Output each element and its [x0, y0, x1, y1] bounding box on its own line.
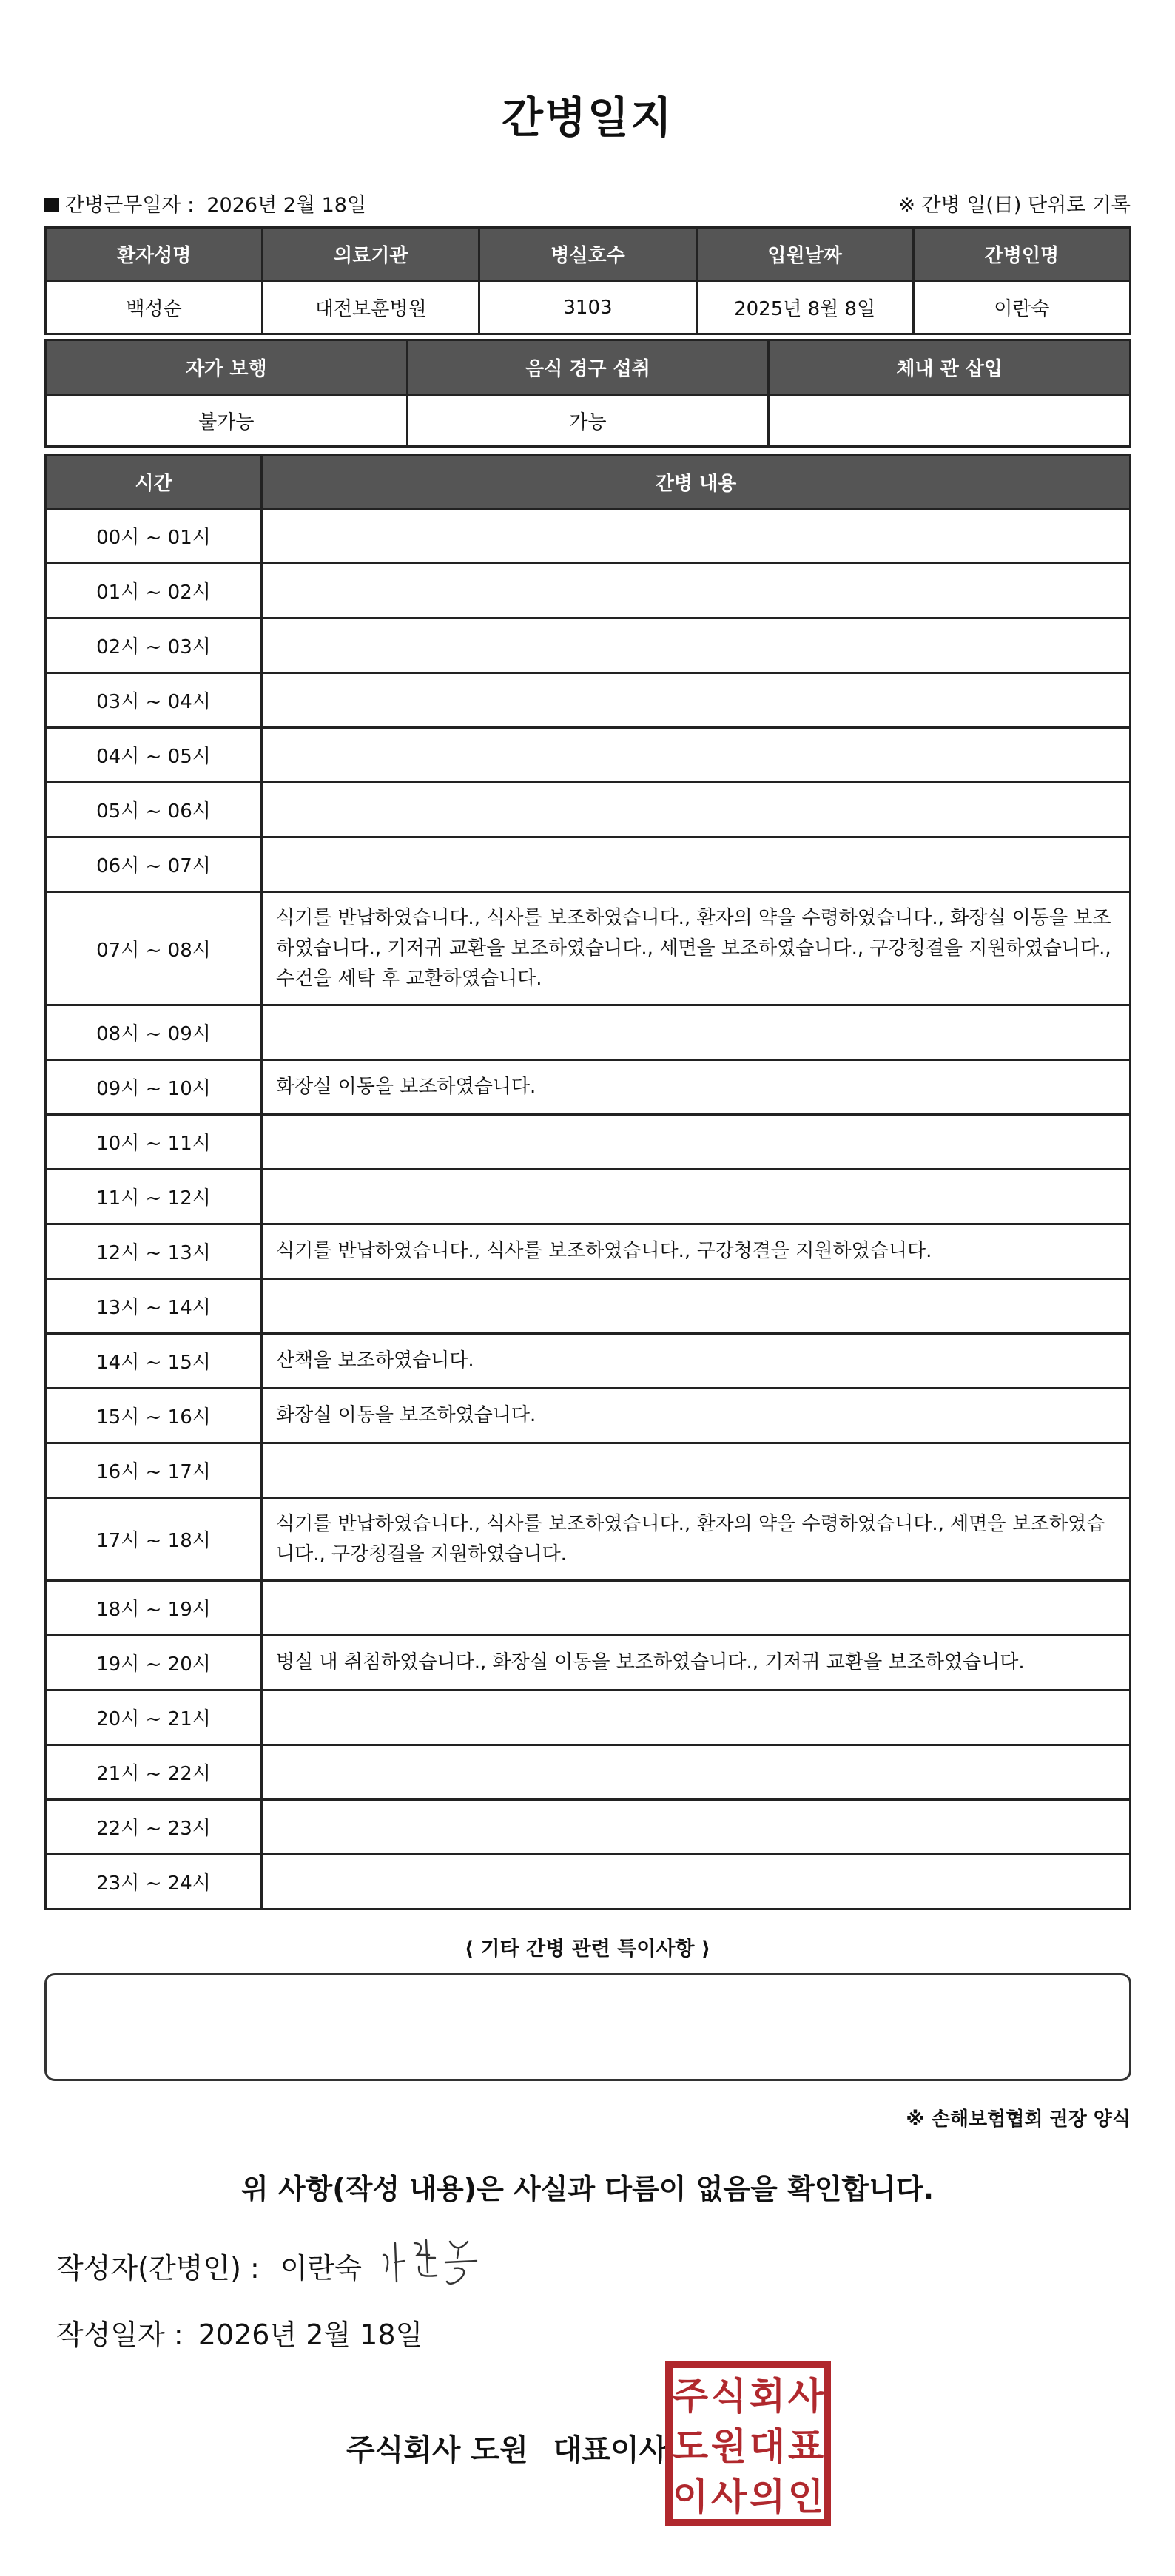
notes-title: ⟨ 기타 간병 관련 특이사항 ⟩ [464, 1938, 711, 1960]
table-row [46, 1389, 1131, 1443]
time-slot: 15시 ~ 16시 [46, 1389, 262, 1443]
write-date-label: 작성일자 : [56, 2319, 184, 2351]
time-slot: 10시 ~ 11시 [46, 1115, 262, 1170]
work-date-label: 간병근무일자 [65, 194, 181, 217]
table-row [46, 1745, 1131, 1800]
oral-intake-value: 가능 [407, 395, 769, 447]
table-row [46, 892, 1131, 1005]
time-slot: 04시 ~ 05시 [46, 728, 262, 783]
time-slot: 20시 ~ 21시 [46, 1690, 262, 1745]
care-content: 산책을 보조하였습니다. [262, 1334, 1131, 1389]
seal-char: 회 [749, 2375, 786, 2418]
care-content [262, 1690, 1131, 1745]
time-slot: 23시 ~ 24시 [46, 1855, 262, 1909]
header-room-number: 병실호수 [479, 228, 696, 281]
company-title: 대표이사 [553, 2433, 668, 2467]
seal-char: 표 [787, 2425, 824, 2468]
care-content [262, 1279, 1131, 1334]
care-content: 병실 내 취침하였습니다., 화장실 이동을 보조하였습니다., 기저귀 교환을 보조하였습니다. [262, 1636, 1131, 1690]
table-row [46, 1855, 1131, 1909]
time-slot: 07시 ~ 08시 [46, 892, 262, 1005]
header-tube-insertion: 체내 관 삽입 [769, 340, 1131, 395]
admission-date: 2025년 8월 8일 [696, 281, 913, 334]
table-row [46, 1005, 1131, 1060]
care-content [262, 1855, 1131, 1909]
hospital-name: 대전보훈병원 [263, 281, 479, 334]
patient-status-table [44, 339, 1131, 448]
time-slot: 13시 ~ 14시 [46, 1279, 262, 1334]
self-walking-value: 불가능 [46, 395, 408, 447]
signature-image [377, 2233, 496, 2292]
care-content [262, 618, 1131, 673]
time-slot: 03시 ~ 04시 [46, 673, 262, 728]
table-row [46, 1498, 1131, 1581]
care-content: 식기를 반납하였습니다., 식사를 보조하였습니다., 환자의 약을 수령하였습니다., 화장실 이동을 보조하였습니다., 기저귀 교환을 보조하였습니다., 세면을 보조하였습니다., 구강청결을 지원하였습니다., 수건을 세탁 후 교환하였습니다. [262, 892, 1131, 1005]
table-row [46, 728, 1131, 783]
confirmation-statement: 위 사항(작성 내용)은 사실과 다름이 없음을 확인합니다. [240, 2173, 935, 2205]
square-bullet-icon [44, 198, 59, 212]
care-content: 화장실 이동을 보조하였습니다. [262, 1060, 1131, 1115]
seal-char: 원 [710, 2425, 747, 2468]
header-admission-date: 입원날짜 [696, 228, 913, 281]
seal-char: 사 [710, 2475, 747, 2518]
table-row [46, 1443, 1131, 1498]
care-content [262, 564, 1131, 618]
table-row [46, 618, 1131, 673]
table-row [46, 1279, 1131, 1334]
time-slot: 01시 ~ 02시 [46, 564, 262, 618]
table-row [46, 564, 1131, 618]
care-content [262, 1745, 1131, 1800]
unit-note: ※ 간병 일(日) 단위로 기록 [898, 194, 1131, 217]
care-content [262, 1581, 1131, 1636]
write-date-line [56, 2312, 422, 2353]
time-slot: 11시 ~ 12시 [46, 1170, 262, 1224]
special-notes-text [47, 1975, 1129, 1996]
log-header-row [46, 456, 1131, 509]
time-slot: 00시 ~ 01시 [46, 509, 262, 564]
time-slot: 18시 ~ 19시 [46, 1581, 262, 1636]
care-content [262, 1115, 1131, 1170]
document-title: 간병일지 [501, 92, 674, 143]
work-date-value: 2026년 2월 18일 [206, 194, 367, 217]
header-patient-name: 환자성명 [46, 228, 263, 281]
seal-char: 식 [710, 2375, 747, 2418]
company-seal-icon [664, 2360, 832, 2527]
seal-char: 이 [672, 2475, 709, 2518]
tube-insertion-value [769, 395, 1131, 447]
header-self-walking: 자가 보행 [46, 340, 408, 395]
time-slot: 09시 ~ 10시 [46, 1060, 262, 1115]
care-content [262, 509, 1131, 564]
care-content [262, 728, 1131, 783]
care-content: 식기를 반납하였습니다., 식사를 보조하였습니다., 환자의 약을 수령하였습니다., 세면을 보조하였습니다., 구강청결을 지원하였습니다. [262, 1498, 1131, 1581]
patient-name: 백성순 [46, 281, 263, 334]
status-value-row [46, 395, 1131, 447]
table-row [46, 783, 1131, 837]
work-date-line: 간병근무일자 : 2026년 2월 18일 [44, 189, 366, 218]
table-row [46, 1636, 1131, 1690]
time-slot: 12시 ~ 13시 [46, 1224, 262, 1279]
care-content [262, 1005, 1131, 1060]
table-row [46, 837, 1131, 892]
seal-char: 대 [749, 2425, 786, 2468]
table-row [46, 1060, 1131, 1115]
patient-info-table [44, 226, 1131, 335]
table-row [46, 1800, 1131, 1855]
table-row [46, 1581, 1131, 1636]
table-row [46, 1690, 1131, 1745]
care-content: 식기를 반납하였습니다., 식사를 보조하였습니다., 구강청결을 지원하였습니다. [262, 1224, 1131, 1279]
header-caregiver-name: 간병인명 [913, 228, 1130, 281]
seal-char: 인 [787, 2475, 824, 2518]
time-slot: 02시 ~ 03시 [46, 618, 262, 673]
time-slot: 16시 ~ 17시 [46, 1443, 262, 1498]
table-row [46, 509, 1131, 564]
special-notes-box [44, 1973, 1131, 2081]
care-content [262, 1443, 1131, 1498]
care-content: 화장실 이동을 보조하였습니다. [262, 1389, 1131, 1443]
time-slot: 06시 ~ 07시 [46, 837, 262, 892]
care-content [262, 1170, 1131, 1224]
seal-char: 의 [749, 2475, 786, 2518]
care-content [262, 837, 1131, 892]
care-content [262, 783, 1131, 837]
writer-label: 작성자(간병인) : [56, 2252, 260, 2285]
seal-char: 도 [672, 2425, 709, 2468]
header-time: 시간 [46, 456, 262, 509]
table-row [46, 1224, 1131, 1279]
care-content [262, 673, 1131, 728]
care-content [262, 1800, 1131, 1855]
writer-line [56, 2245, 362, 2286]
care-log-table [44, 454, 1131, 1910]
room-number: 3103 [479, 281, 696, 334]
write-date-value: 2026년 2월 18일 [198, 2319, 423, 2351]
time-slot: 22시 ~ 23시 [46, 1800, 262, 1855]
writer-name: 이란숙 [280, 2252, 362, 2285]
table-row [46, 673, 1131, 728]
status-header-row [46, 340, 1131, 395]
header-hospital: 의료기관 [263, 228, 479, 281]
header-care-content: 간병 내용 [262, 456, 1131, 509]
company-line [346, 2427, 667, 2469]
seal-char: 사 [787, 2375, 824, 2418]
table-row [46, 1170, 1131, 1224]
time-slot: 21시 ~ 22시 [46, 1745, 262, 1800]
caregiver-name: 이란숙 [913, 281, 1130, 334]
table-row [46, 1334, 1131, 1389]
time-slot: 14시 ~ 15시 [46, 1334, 262, 1389]
time-slot: 19시 ~ 20시 [46, 1636, 262, 1690]
company-name: 주식회사 도원 [346, 2433, 528, 2467]
time-slot: 08시 ~ 09시 [46, 1005, 262, 1060]
patient-header-row [46, 228, 1131, 281]
time-slot: 05시 ~ 06시 [46, 783, 262, 837]
patient-value-row [46, 281, 1131, 334]
header-oral-intake: 음식 경구 섭취 [407, 340, 769, 395]
table-row [46, 1115, 1131, 1170]
seal-char: 주 [672, 2375, 709, 2418]
time-slot: 17시 ~ 18시 [46, 1498, 262, 1581]
recommend-note: ※ 손해보험협회 권장 양식 [906, 2108, 1131, 2131]
